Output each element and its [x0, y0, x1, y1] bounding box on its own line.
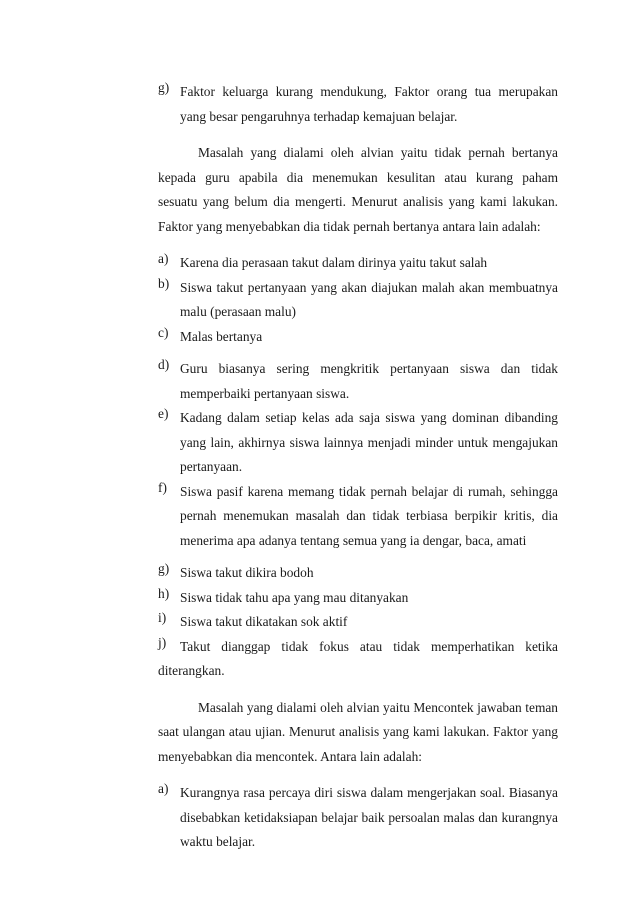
text-line: Takut dianggap tidak fokus atau tidak memperhatikan ketika: [180, 638, 558, 654]
text-line: Siswa takut dikira bodoh: [180, 565, 314, 580]
list-item: [158, 276, 558, 325]
text-line: Masalah yang dialami oleh alvian yaitu Mencontek jawaban teman: [198, 699, 558, 715]
list-item-g-intro: [158, 80, 558, 129]
factor-list-1: [158, 251, 558, 684]
list-marker: g): [158, 80, 170, 95]
list-item: [158, 251, 558, 276]
text-line: Faktor yang menyebabkan dia tidak pernah bertanya antara lain adalah:: [158, 218, 541, 234]
factor-list-2: [158, 781, 558, 855]
list-marker: b): [158, 275, 170, 291]
text-line: Siswa takut dikatakan sok aktif: [180, 614, 348, 629]
list-item: [158, 610, 558, 635]
list-item: [158, 586, 558, 611]
text-line: saat ulangan atau ujian. Menurut analisis yang kami lakukan. Faktor yang: [158, 724, 558, 739]
text-line: menyebabkan dia mencontek. Antara lain adalah:: [158, 748, 422, 764]
list-marker: e): [158, 406, 169, 421]
list-marker: g): [158, 561, 170, 576]
text-line: memperbaiki pertanyaan siswa.: [180, 385, 350, 401]
page-content: [158, 80, 558, 855]
text-line: yang besar pengaruhnya terhadap kemajuan belajar.: [180, 108, 458, 124]
list-marker: a): [158, 781, 169, 796]
paragraph-alvian-bertanya: [158, 141, 558, 239]
list-marker: f): [158, 479, 167, 495]
text-line: Kurangnya rasa percaya diri siswa dalam mengerjakan soal. Biasanya: [180, 785, 558, 800]
text-line: menerima apa adanya tentang semua yang ia dengar, baca, amati: [180, 532, 527, 548]
list-item: [158, 781, 558, 855]
text-line: diterangkan.: [158, 663, 225, 678]
paragraph-alvian-mencontek: [158, 696, 558, 770]
text-line: sesuatu yang belum dia mengerti. Menurut analisis yang kami lakukan.: [158, 194, 558, 209]
text-line: pernah menemukan masalah dan tidak terbiasa berpikir kritis, dia: [180, 508, 558, 523]
list-item: [158, 635, 558, 660]
text-line: Faktor keluarga kurang mendukung, Faktor orang tua merupakan: [180, 84, 558, 99]
list-marker: a): [158, 251, 169, 266]
text-line: Karena dia perasaan takut dalam dirinya yaitu takut salah: [180, 255, 488, 270]
list-marker: i): [158, 610, 167, 625]
text-line: malu (perasaan malu): [180, 304, 296, 319]
text-line: kepada guru apabila dia menemukan kesulitan atau kurang paham: [158, 169, 558, 185]
text-line: Siswa tidak tahu apa yang mau ditanyakan: [180, 589, 409, 605]
list-marker: j): [158, 634, 167, 650]
list-item: [158, 325, 558, 350]
list-item: [158, 561, 558, 586]
list-item: [158, 357, 558, 406]
text-line: Guru biasanya sering mengkritik pertanyaan siswa dan tidak: [180, 361, 558, 376]
list-item: [158, 406, 558, 480]
text-line: Siswa pasif karena memang tidak pernah belajar di rumah, sehingga: [180, 483, 558, 499]
list-marker: d): [158, 357, 170, 372]
text-line: pertanyaan.: [180, 459, 243, 474]
text-line: yang lain, akhirnya siswa lainnya menjadi minder untuk mengajukan: [180, 434, 558, 450]
text-line: disebabkan ketidaksiapan belajar baik persoalan malas dan kurangnya: [180, 809, 558, 825]
text-line: Masalah yang dialami oleh alvian yaitu tidak pernah bertanya: [198, 145, 558, 160]
list-item-j: [158, 635, 558, 684]
text-line: Kadang dalam setiap kelas ada saja siswa yang dominan dibanding: [180, 410, 558, 425]
list-marker: c): [158, 324, 169, 340]
text-line: waktu belajar.: [180, 834, 256, 849]
list-marker: h): [158, 585, 170, 601]
text-line: Siswa takut pertanyaan yang akan diajukan malah akan membuatnya: [180, 279, 558, 295]
text-line: Malas bertanya: [180, 328, 263, 344]
list-item: [158, 480, 558, 554]
